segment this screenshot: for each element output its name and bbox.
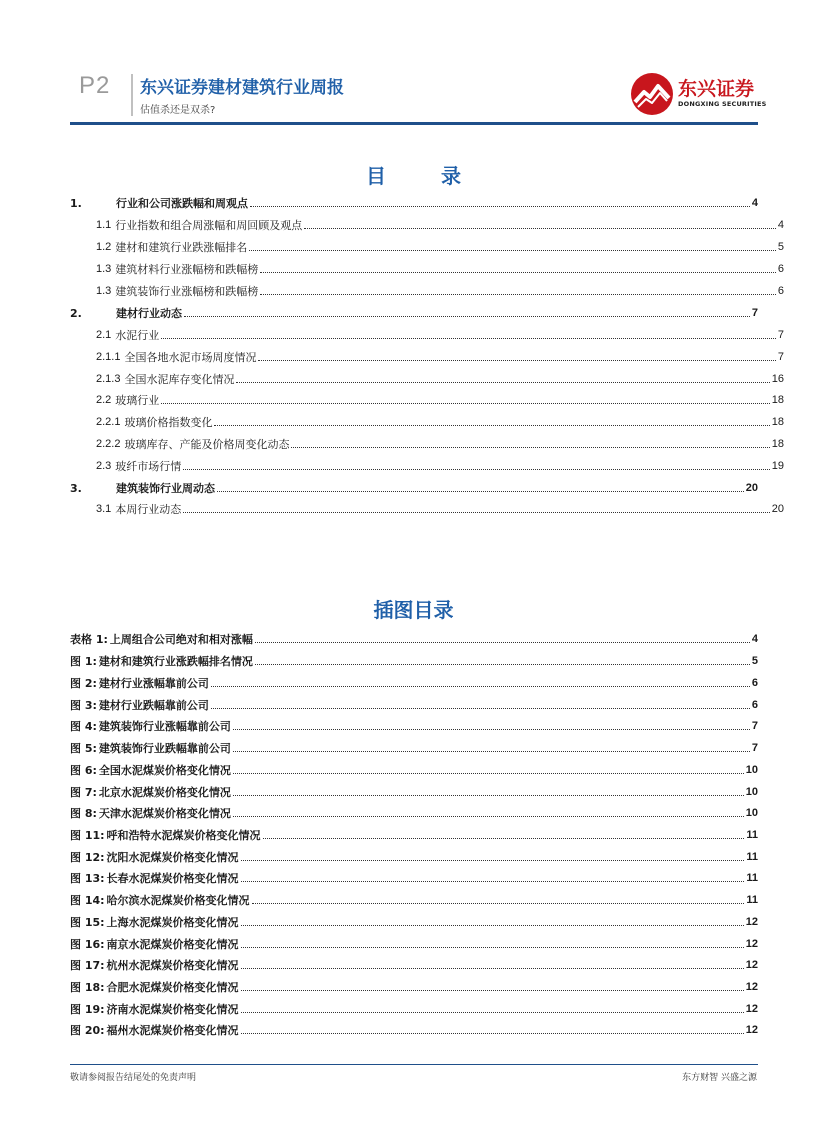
dot-leader	[184, 315, 750, 317]
dot-leader	[241, 859, 745, 861]
toc-entry-text: 建筑材料行业涨幅榜和跌幅榜	[115, 263, 259, 276]
dot-leader	[260, 271, 776, 273]
toc-entry-page: 18	[771, 416, 784, 428]
figure-entry-page: 10	[745, 764, 758, 776]
toc-entry-page: 7	[777, 329, 784, 341]
toc-entry[interactable]	[70, 282, 784, 298]
figure-entry-label: 图 3:	[70, 699, 97, 712]
figure-entry-page: 5	[751, 655, 758, 667]
toc-entry-page: 18	[771, 438, 784, 450]
figure-entry-text: 福州水泥煤炭价格变化情况	[106, 1024, 239, 1037]
figure-entry-label: 图 20:	[70, 1024, 105, 1037]
figure-entry-label: 图 18:	[70, 981, 105, 994]
toc-entry-text: 建筑装饰行业涨幅榜和跌幅榜	[115, 285, 259, 298]
dot-leader	[183, 468, 769, 470]
toc-entry-number: 2.3	[96, 460, 112, 472]
toc-entry-number: 3.	[70, 482, 82, 495]
page-number: P2	[79, 72, 111, 99]
toc-entry-number: 2.	[70, 307, 82, 320]
figure-entry-page: 7	[751, 720, 758, 732]
figure-entry-page: 7	[751, 742, 758, 754]
dot-leader	[233, 750, 750, 752]
figure-entry[interactable]	[70, 761, 758, 777]
toc-entry-text: 行业指数和组合周涨幅和周回顾及观点	[115, 219, 303, 232]
toc-entry-text: 行业和公司涨跌幅和周观点	[116, 197, 248, 210]
figure-entry[interactable]	[70, 956, 758, 972]
figure-entry-label: 图 11:	[70, 829, 105, 842]
company-logo	[630, 72, 765, 116]
toc-entry-page: 19	[771, 460, 784, 472]
figure-entry[interactable]	[70, 869, 758, 885]
dot-leader	[241, 1032, 744, 1034]
toc-entry-text: 建筑装饰行业周动态	[116, 482, 215, 495]
dot-leader	[249, 249, 776, 251]
figure-entry-page: 12	[745, 981, 758, 993]
toc-entry[interactable]	[70, 260, 784, 276]
dot-leader	[233, 794, 744, 796]
toc-entry-page: 6	[777, 263, 784, 275]
toc-entry-page: 20	[745, 482, 758, 494]
figure-entry-label: 图 6:	[70, 764, 97, 777]
figure-entry-page: 12	[745, 916, 758, 928]
toc-entry-text: 本周行业动态	[115, 503, 182, 516]
toc-entry-number: 1.3	[96, 285, 112, 297]
toc-entry-number: 1.3	[96, 263, 112, 275]
figure-entry[interactable]	[70, 652, 758, 668]
figure-entry-label: 表格 1:	[70, 633, 108, 646]
toc-entry[interactable]	[70, 457, 784, 473]
logo-english-name: DONGXING SECURITIES	[678, 100, 767, 108]
dot-leader	[252, 902, 745, 904]
figure-entry-text: 济南水泥煤炭价格变化情况	[106, 1003, 239, 1016]
figure-entry[interactable]	[70, 826, 758, 842]
figure-entry[interactable]	[70, 891, 758, 907]
figure-entry[interactable]	[70, 696, 758, 712]
dot-leader	[250, 205, 750, 207]
figure-entry-label: 图 5:	[70, 742, 97, 755]
figure-entry-page: 11	[746, 872, 758, 884]
toc-entry-number: 2.1	[96, 329, 112, 341]
dot-leader	[233, 772, 744, 774]
figure-entry-label: 图 8:	[70, 807, 97, 820]
toc-entry-number: 1.2	[96, 241, 112, 253]
figure-entry-text: 建筑装饰行业涨幅靠前公司	[98, 720, 231, 733]
figure-entry-label: 图 1:	[70, 655, 97, 668]
toc-entry-number: 3.1	[96, 503, 112, 515]
figure-entry-text: 上海水泥煤炭价格变化情况	[106, 916, 239, 929]
dot-leader	[241, 946, 744, 948]
toc-entry-page: 6	[777, 285, 784, 297]
figure-entry-page: 10	[745, 786, 758, 798]
figure-entry[interactable]	[70, 848, 758, 864]
figure-entry-page: 6	[751, 699, 758, 711]
logo-mark-icon	[630, 72, 674, 116]
toc-title: 目 录	[366, 164, 485, 188]
toc-entry-number: 2.1.1	[96, 351, 121, 363]
figure-entry-label: 图 4:	[70, 720, 97, 733]
footer-slogan: 东方财智 兴盛之源	[682, 1073, 757, 1083]
figure-entry[interactable]	[70, 935, 758, 951]
toc-entry-number: 2.1.3	[96, 373, 121, 385]
dot-leader	[263, 837, 745, 839]
figure-entry-label: 图 7:	[70, 786, 97, 799]
toc-entry[interactable]	[70, 391, 784, 407]
figure-list-title: 插图目录	[373, 598, 454, 622]
figure-entry-text: 建材行业涨幅靠前公司	[98, 677, 209, 690]
dot-leader	[233, 815, 744, 817]
toc-entry-page: 7	[777, 351, 784, 363]
header-divider	[131, 74, 133, 116]
header-rule	[70, 122, 758, 125]
figure-entry-label: 图 15:	[70, 916, 105, 929]
figure-entry-page: 12	[745, 1024, 758, 1036]
dot-leader	[211, 707, 750, 709]
figure-entry[interactable]	[70, 1021, 758, 1037]
figure-entry-page: 4	[751, 633, 758, 645]
toc-entry[interactable]	[70, 326, 784, 342]
toc-entry-text: 全国各地水泥市场周度情况	[124, 351, 257, 364]
dot-leader	[236, 381, 769, 383]
toc-entry[interactable]	[70, 348, 784, 364]
dot-leader	[233, 728, 750, 730]
toc-entry-number: 2.2	[96, 394, 112, 406]
dot-leader	[255, 641, 750, 643]
figure-entry-text: 呼和浩特水泥煤炭价格变化情况	[106, 829, 261, 842]
toc-entry-text: 水泥行业	[115, 329, 160, 342]
figure-entry-page: 10	[745, 807, 758, 819]
toc-entry-page: 5	[777, 241, 784, 253]
toc-entry[interactable]	[70, 479, 758, 495]
toc-entry[interactable]	[70, 194, 758, 210]
figure-entry-text: 天津水泥煤炭价格变化情况	[98, 807, 231, 820]
figure-entry[interactable]	[70, 717, 758, 733]
figure-entry-page: 11	[746, 829, 758, 841]
report-subtitle: 估值杀还是双杀?	[140, 105, 216, 116]
figure-entry-label: 图 19:	[70, 1003, 105, 1016]
logo-name: 东兴证券	[678, 78, 755, 100]
figure-entry-label: 图 17:	[70, 959, 105, 972]
dot-leader	[241, 880, 745, 882]
figure-entry[interactable]	[70, 630, 758, 646]
figure-entry-page: 6	[751, 677, 758, 689]
figure-entry-page: 11	[746, 851, 758, 863]
dot-leader	[161, 402, 769, 404]
figure-entry-label: 图 16:	[70, 938, 105, 951]
dot-leader	[291, 446, 769, 448]
figure-entry-label: 图 12:	[70, 851, 105, 864]
footer-disclaimer-note: 敬请参阅报告结尾处的免责声明	[70, 1073, 197, 1083]
toc-entry-text: 建材和建筑行业跌涨幅排名	[115, 241, 248, 254]
toc-entry-text: 玻璃价格指数变化	[124, 416, 213, 429]
figure-entry-text: 上周组合公司绝对和相对涨幅	[109, 633, 253, 646]
toc-entry[interactable]	[70, 238, 784, 254]
dot-leader	[211, 685, 750, 687]
figure-entry[interactable]	[70, 978, 758, 994]
figure-entry[interactable]	[70, 1000, 758, 1016]
toc-entry-page: 16	[771, 373, 784, 385]
dot-leader	[241, 1011, 744, 1013]
toc-entry[interactable]	[70, 370, 784, 386]
figure-entry[interactable]	[70, 913, 758, 929]
dot-leader	[241, 924, 744, 926]
toc-entry[interactable]	[70, 500, 784, 516]
figure-entry-label: 图 14:	[70, 894, 105, 907]
figure-entry[interactable]	[70, 739, 758, 755]
toc-entry-page: 4	[777, 219, 784, 231]
toc-entry[interactable]	[70, 216, 784, 232]
toc-entry-number: 2.2.1	[96, 416, 121, 428]
toc-entry-page: 4	[751, 197, 758, 209]
figure-entry-text: 建筑装饰行业跌幅靠前公司	[98, 742, 231, 755]
dot-leader	[304, 227, 776, 229]
dot-leader	[183, 511, 769, 513]
toc-entry-text: 玻璃行业	[115, 394, 160, 407]
footer-rule	[70, 1064, 758, 1065]
figure-entry-page: 11	[746, 894, 758, 906]
toc-entry-number: 1.	[70, 197, 82, 210]
dot-leader	[161, 337, 776, 339]
figure-entry[interactable]	[70, 804, 758, 820]
figure-entry-text: 哈尔滨水泥煤炭价格变化情况	[106, 894, 250, 907]
dot-leader	[241, 989, 744, 991]
figure-entry-label: 图 2:	[70, 677, 97, 690]
toc-entry-text: 玻璃库存、产能及价格周变化动态	[124, 438, 290, 451]
toc-entry-text: 玻纤市场行情	[115, 460, 182, 473]
toc-entry[interactable]	[70, 304, 758, 320]
dot-leader	[214, 424, 769, 426]
figure-entry-page: 12	[745, 959, 758, 971]
figure-entry-text: 合肥水泥煤炭价格变化情况	[106, 981, 239, 994]
figure-entry-text: 长春水泥煤炭价格变化情况	[106, 872, 239, 885]
toc-entry-page: 20	[771, 503, 784, 515]
dot-leader	[255, 663, 750, 665]
toc-entry-text: 建材行业动态	[116, 307, 182, 320]
dot-leader	[260, 293, 776, 295]
dot-leader	[241, 967, 744, 969]
figure-entry-text: 建材行业跌幅靠前公司	[98, 699, 209, 712]
toc-entry-text: 全国水泥库存变化情况	[124, 373, 235, 386]
toc-entry-page: 7	[751, 307, 758, 319]
figure-entry-page: 12	[745, 938, 758, 950]
figure-entry-text: 北京水泥煤炭价格变化情况	[98, 786, 231, 799]
figure-entry[interactable]	[70, 674, 758, 690]
figure-entry-text: 建材和建筑行业涨跌幅排名情况	[98, 655, 253, 668]
figure-entry-text: 南京水泥煤炭价格变化情况	[106, 938, 239, 951]
figure-entry-label: 图 13:	[70, 872, 105, 885]
toc-entry-number: 2.2.2	[96, 438, 121, 450]
toc-entry[interactable]	[70, 413, 784, 429]
dot-leader	[217, 490, 744, 492]
toc-entry[interactable]	[70, 435, 784, 451]
figure-entry[interactable]	[70, 783, 758, 799]
report-title: 东兴证券建材建筑行业周报	[140, 78, 344, 98]
toc-entry-page: 18	[771, 394, 784, 406]
figure-entry-text: 杭州水泥煤炭价格变化情况	[106, 959, 239, 972]
figure-entry-text: 沈阳水泥煤炭价格变化情况	[106, 851, 239, 864]
dot-leader	[258, 359, 775, 361]
figure-entry-page: 12	[745, 1003, 758, 1015]
figure-entry-text: 全国水泥煤炭价格变化情况	[98, 764, 231, 777]
toc-entry-number: 1.1	[96, 219, 112, 231]
